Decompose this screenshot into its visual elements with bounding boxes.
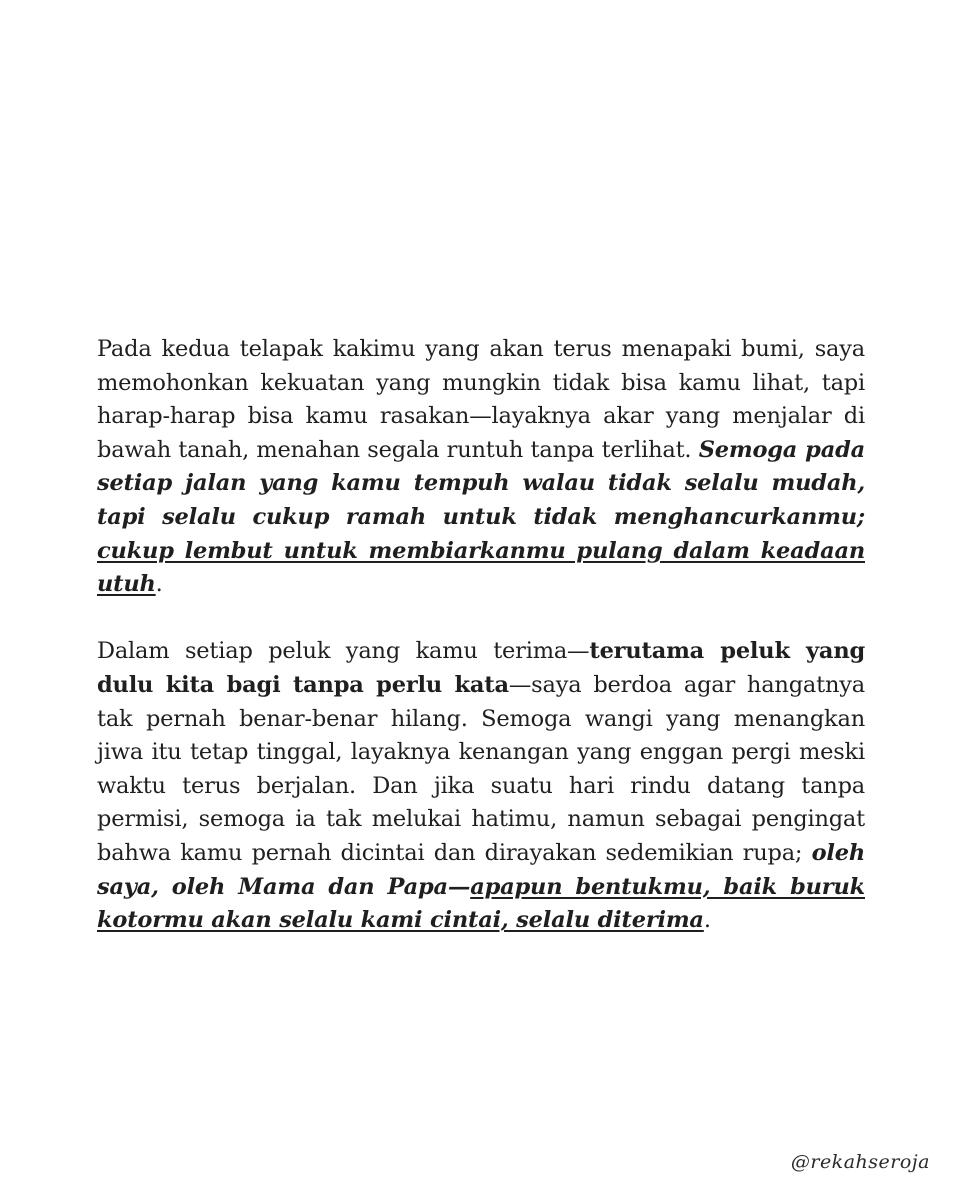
author-signature: @rekahseroja — [790, 1151, 930, 1173]
poem-text-block — [97, 333, 865, 938]
paragraph-2-regular-text-start: Dalam setiap peluk yang kamu terima— — [97, 638, 590, 665]
paragraph-2 — [97, 635, 865, 937]
paragraph-1 — [97, 333, 865, 602]
paragraph-2-regular-text-middle: —saya berdoa agar hangatnya tak pernah benar-benar hilang. Semoga wangi yang menangkan jiwa itu tetap tinggal, layaknya kenangan yang enggan pergi meski waktu terus berjalan. Dan jika suatu hari rindu datang tanpa permisi, semoga ia tak melukai hatimu, namun sebagai pengingat bahwa kamu pernah dicintai dan dirayakan sedemikian rupa; — [97, 671, 865, 866]
paragraph-2-period: . — [703, 907, 711, 934]
paragraph-2-bold-italic-text: oleh saya, oleh Mama dan Papa— — [97, 839, 865, 900]
paragraph-1-bold-italic-text: Semoga pada setiap jalan yang kamu tempuh walau tidak selalu mudah, tapi selalu cukup ramah untuk tidak menghancurkanmu; — [97, 436, 865, 530]
paragraph-1-period: . — [155, 571, 163, 598]
paragraph-1-underlined-text: cukup lembut untuk membiarkanmu pulang dalam keadaan utuh — [97, 537, 865, 598]
paragraph-2-bold-text: terutama peluk yang dulu kita bagi tanpa perlu kata — [97, 638, 866, 698]
paragraph-1-regular-text: Pada kedua telapak kakimu yang akan terus menapaki bumi, saya memohonkan kekuatan yang mungkin tidak bisa kamu lihat, tapi harap-harap bisa kamu rasakan—layaknya akar yang menjalar di bawah tanah, menahan segala runtuh tanpa terlihat. — [97, 336, 865, 463]
paragraph-2-underlined-text: apapun bentukmu, baik buruk kotormu akan selalu kami cintai, selalu diterima — [97, 873, 865, 934]
